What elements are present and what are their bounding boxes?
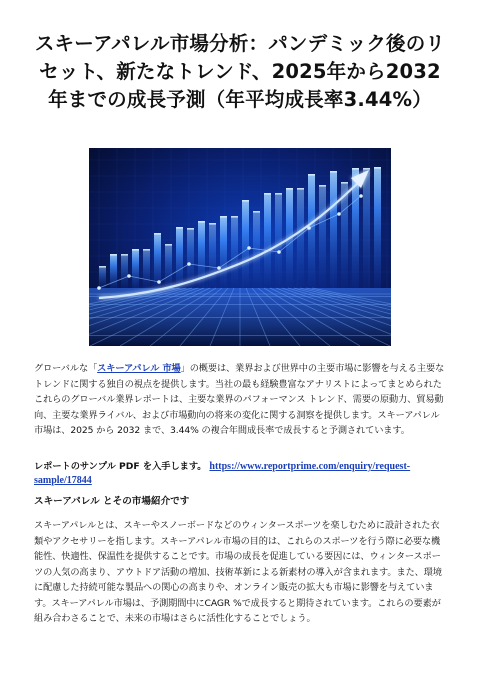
- sample-label: レポートのサンプル PDF を入手します。: [34, 461, 207, 472]
- hero-bar-cap: [275, 193, 282, 195]
- hero-bar-cap: [132, 249, 139, 251]
- hero-bar-cap: [286, 188, 293, 190]
- hero-bar-cap: [363, 168, 370, 170]
- hero-bar-cap: [99, 266, 106, 268]
- hero-bar: [209, 223, 216, 288]
- hero-bar: [275, 193, 282, 288]
- hero-bar-cap: [121, 254, 128, 256]
- hero-dot: [277, 250, 281, 254]
- hero-bar-cap: [110, 254, 117, 256]
- hero-bar-cap: [165, 244, 172, 246]
- sample-url-link[interactable]: https://www.reportprime.com/enquiry/request-sample/17844: [34, 461, 411, 486]
- hero-bar: [308, 174, 315, 288]
- sample-pdf-line: [34, 460, 446, 488]
- hero-bar-cap: [220, 216, 227, 218]
- hero-bar: [330, 171, 337, 288]
- hero-floor-lines: [89, 288, 391, 346]
- section-heading: スキーアパレル とその市場紹介です: [34, 496, 190, 507]
- hero-bar-cap: [143, 249, 150, 251]
- page-title: スキーアパレル市場分析：パンデミック後のリセット、新たなトレンド、2025年から2032年までの成長予測（年平均成長率3.44%）: [34, 32, 446, 111]
- intro-after: 」の概要は、業界および世界中の主要市場に影響を与える主要なトレンドに関する独自の視点を提供します。当社の最も経験豊富なアナリストによってまとめられたこれらのグローバル業界レポートは、主要な業界のパフォーマンス トレンド、需要の原動力、貿易動向、主要な業界ライバル、および市場動向の将来の変化に関する洞察を提供します。スキーアパレル 市場は、2025 から 2032 まで、3.44% の複合年間成長率で成長すると予測されています。: [34, 363, 445, 436]
- hero-dot: [307, 226, 311, 230]
- hero-dot: [337, 212, 341, 216]
- hero-dot: [187, 262, 191, 266]
- hero-bar-cap: [242, 200, 249, 202]
- hero-bar: [154, 233, 161, 288]
- hero-bar: [264, 193, 271, 288]
- hero-bar: [220, 216, 227, 288]
- intro-before: グローバルな「: [34, 363, 98, 374]
- hero-bar: [297, 188, 304, 288]
- hero-bar-cap: [308, 174, 315, 176]
- hero-bar-cap: [341, 182, 348, 184]
- growth-chart-illustration: [89, 148, 391, 346]
- hero-dot: [247, 246, 251, 250]
- hero-bar-cap: [187, 228, 194, 230]
- market-keyword-link[interactable]: スキーアパレル 市場: [97, 363, 181, 374]
- hero-bar: [374, 167, 381, 288]
- hero-bar: [242, 200, 249, 288]
- hero-bar: [132, 249, 139, 288]
- hero-bar-cap: [198, 221, 205, 223]
- hero-dot: [359, 194, 363, 198]
- hero-bar-cap: [374, 167, 381, 169]
- hero-dot: [127, 274, 131, 278]
- hero-bar-cap: [253, 211, 260, 213]
- hero-bar: [121, 254, 128, 288]
- hero-bar: [176, 227, 183, 288]
- hero-bar-cap: [231, 216, 238, 218]
- hero-bar: [363, 168, 370, 288]
- hero-bar-cap: [297, 188, 304, 190]
- hero-dot: [157, 280, 161, 284]
- hero-bar: [143, 249, 150, 288]
- hero-bar-cap: [209, 223, 216, 225]
- body-paragraph: スキーアパレルとは、スキーやスノーボードなどのウィンタースポーツを楽しむために設計された衣類やアクセサリーを指します。スキーアパレル市場の目的は、これらのスポーツを行う際に必要な機能性、快適性、保温性を提供することです。市場の成長を促進している要因には、ウィンタースポーツの人気の高まり、アウトドア活動の増加、技術革新による新素材の導入が含まれます。また、環境に配慮した持続可能な製品への関心の高まりや、オンライン販売の拡大も市場に影響を与えています。スキーアパレル市場は、予測期間中にCAGR %で成長すると期待されています。これらの要素が組み合わさることで、未来の市場はさらに活性化することでしょう。: [34, 520, 442, 624]
- hero-bar-cap: [330, 171, 337, 173]
- intro-paragraph: [34, 361, 446, 439]
- hero-bar-cap: [264, 193, 271, 195]
- hero-bar: [231, 216, 238, 288]
- hero-bar-cap: [352, 168, 359, 170]
- hero-bar: [319, 185, 326, 288]
- hero-bar: [165, 244, 172, 288]
- hero-bar-cap: [319, 185, 326, 187]
- hero-bar-cap: [176, 227, 183, 229]
- hero-dot: [97, 286, 101, 290]
- hero-bar: [99, 266, 106, 288]
- hero-dot: [217, 266, 221, 270]
- hero-bar-cap: [154, 233, 161, 235]
- hero-bar: [187, 228, 194, 288]
